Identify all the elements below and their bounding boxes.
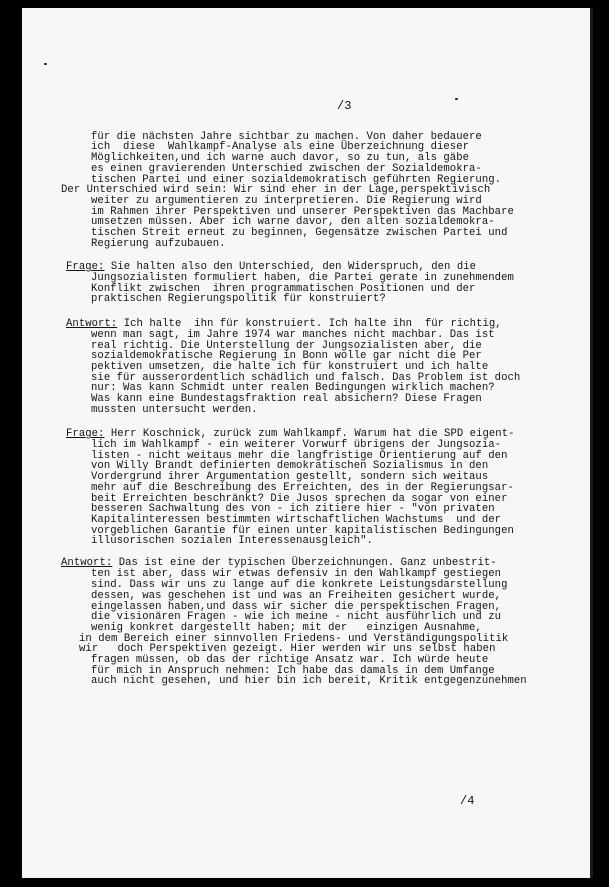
text-line: tischen Partei und einer sozialdemokratisch geführten Regierung. [91, 174, 502, 186]
text-line: tischen Streit erneut zu beginnen, Gegensätze zwischen Partei und [91, 227, 508, 239]
answer-label: Antwort: [66, 318, 118, 330]
text-line: für die nächsten Jahre sichtbar zu machen. Von daher bedauere [91, 131, 482, 143]
question-text: Herr Koschnick, zurück zum Wahlkampf. Warum hat die SPD eigent- [110, 428, 515, 440]
text-line: sind. Dass wir uns zu lange auf die konkrete Leistungsdarstellung [91, 579, 508, 591]
text-line: illusorischen sozialen Interessenausgleich". [91, 535, 373, 547]
question-label: Frage: [66, 428, 105, 440]
scan-speck [44, 63, 47, 65]
answer-line [61, 558, 497, 568]
text-line: von Willy Brandt definierten demokratischen Sozialismus in den [91, 460, 489, 472]
text-line: auch nicht gesehen, und hier bin ich bereit, Kritik entgegenzunehmen [91, 675, 527, 687]
text-line: die visionären Fragen - wie ich meine - nicht ausführlich und zu [91, 611, 502, 623]
text-line: listen - nicht weitaus mehr die langfristige Orientierung auf den [91, 450, 508, 462]
text-line: fragen müssen, ob das der richtige Ansatz war. Ich würde heute [91, 654, 489, 666]
text-line: ich diese Wahlkampf-Analyse als eine Überzeichnung dieser [91, 141, 470, 153]
text-line: wenig konkret dargestellt haben; mit der einzigen Ausnahme, [91, 622, 482, 634]
text-line: wenn man sagt, im Jahre 1974 war manches nicht machbar. Das ist [91, 329, 495, 341]
text-line: Jungsozialisten formuliert haben, die Partei gerate in zunehmendem [91, 272, 514, 284]
answer-text: Ich halte ihn für konstruiert. Ich halte ihn für richtig, [123, 318, 502, 330]
text-line: Was kann eine Bundestagsfraktion real absichern? Diese Fragen [91, 393, 482, 405]
question-label: Frage: [66, 261, 105, 273]
text-line: sozialdemokratische Regierung in Bonn wolle gar nicht die Per [91, 350, 482, 362]
text-line: für mich in Anspruch nehmen: Ich habe das damals in dem Umfange [91, 665, 495, 677]
text-line: Der Unterschied wird sein: Wir sind eher in der Lage,perspektivisch [61, 184, 491, 196]
text-line: mehr auf die Beschreibung des Erreichten, des in der Regierungsar- [91, 482, 514, 494]
text-line: vorgeblichen Garantie für einen unter kapitalistischen Bedingungen [91, 525, 514, 537]
text-line: nur: Was kann Schmidt unter realen Bedingungen wirklich machen? [91, 382, 495, 394]
scan-speck [455, 98, 458, 100]
text-line: Möglichkeiten,und ich warne auch davor, so zu tun, als gäbe [91, 152, 470, 164]
question-line [66, 262, 476, 272]
text-line: in dem Bereich einer sinnvollen Friedens- und Verständigungspolitik [79, 633, 509, 645]
text-line: sie für ausserordentlich schädlich und falsch. Das Problem ist doch [91, 372, 521, 384]
text-line: Kapitalinteressen bestimmten wirtschaftlichen Wachstums und der [91, 514, 502, 526]
document-page [22, 8, 593, 878]
text-line: dessen, was geschehen ist und was an Freiheiten gesichert wurde, [91, 590, 502, 602]
text-line: real richtig. Die Unterstellung der Jungsozialisten aber, die [91, 340, 482, 352]
text-line: im Rahmen ihrer Perspektiven und unserer Perspektiven das Machbare [91, 206, 514, 218]
text-line: lich im Wahlkampf - ein weiterer Vorwurf übrigens der Jungsozia- [91, 439, 502, 451]
text-line: es einen gravierenden Unterschied zwischen der Sozialdemokra- [91, 163, 482, 175]
text-line: Vordergrund ihrer Argumentation gestellt, sondern sich weitaus [91, 471, 489, 483]
page-number-top: /3 [337, 99, 352, 113]
question-text: Sie halten also den Unterschied, den Widerspruch, den die [110, 261, 477, 273]
text-line: eingelassen haben,und dass wir sicher die perspektischen Fragen, [91, 601, 502, 613]
text-line: wir doch Perspektiven gezeigt. Hier werden wir uns selbst haben [79, 643, 496, 655]
text-line: ten ist aber, dass wir etwas defensiv in den Wahlkampf gestiegen [91, 568, 502, 580]
answer-label: Antwort: [61, 557, 113, 569]
text-line: praktischen Regierungspolitik für konstruiert? [91, 293, 386, 305]
text-line: weiter zu argumentieren zu interpretieren. Die Regierung wird [91, 195, 482, 207]
text-line: beit Erreichten beschränkt? Die Jusos sprechen da sogar von einer [91, 493, 508, 505]
answer-text: Das ist eine der typischen Überzeichnungen. Ganz unbestrit- [118, 557, 497, 569]
text-line: pektiven umsetzen, die halte ich für konstruiert und ich halte [91, 361, 489, 373]
text-line: umsetzen müssen. Aber ich warne davor, den alten sozialdemokra- [91, 216, 495, 228]
text-line: besseren Sachwaltung des von - ich zitiere hier - "von privaten [91, 503, 495, 515]
answer-line [66, 319, 502, 329]
text-line: Konflikt zwischen ihren programmatischen Positionen und der [91, 283, 476, 295]
text-line: mussten untersucht werden. [91, 404, 258, 416]
question-line [66, 429, 515, 439]
text-line: Regierung aufzubauen. [91, 238, 226, 250]
page-number-bottom: /4 [460, 794, 475, 808]
